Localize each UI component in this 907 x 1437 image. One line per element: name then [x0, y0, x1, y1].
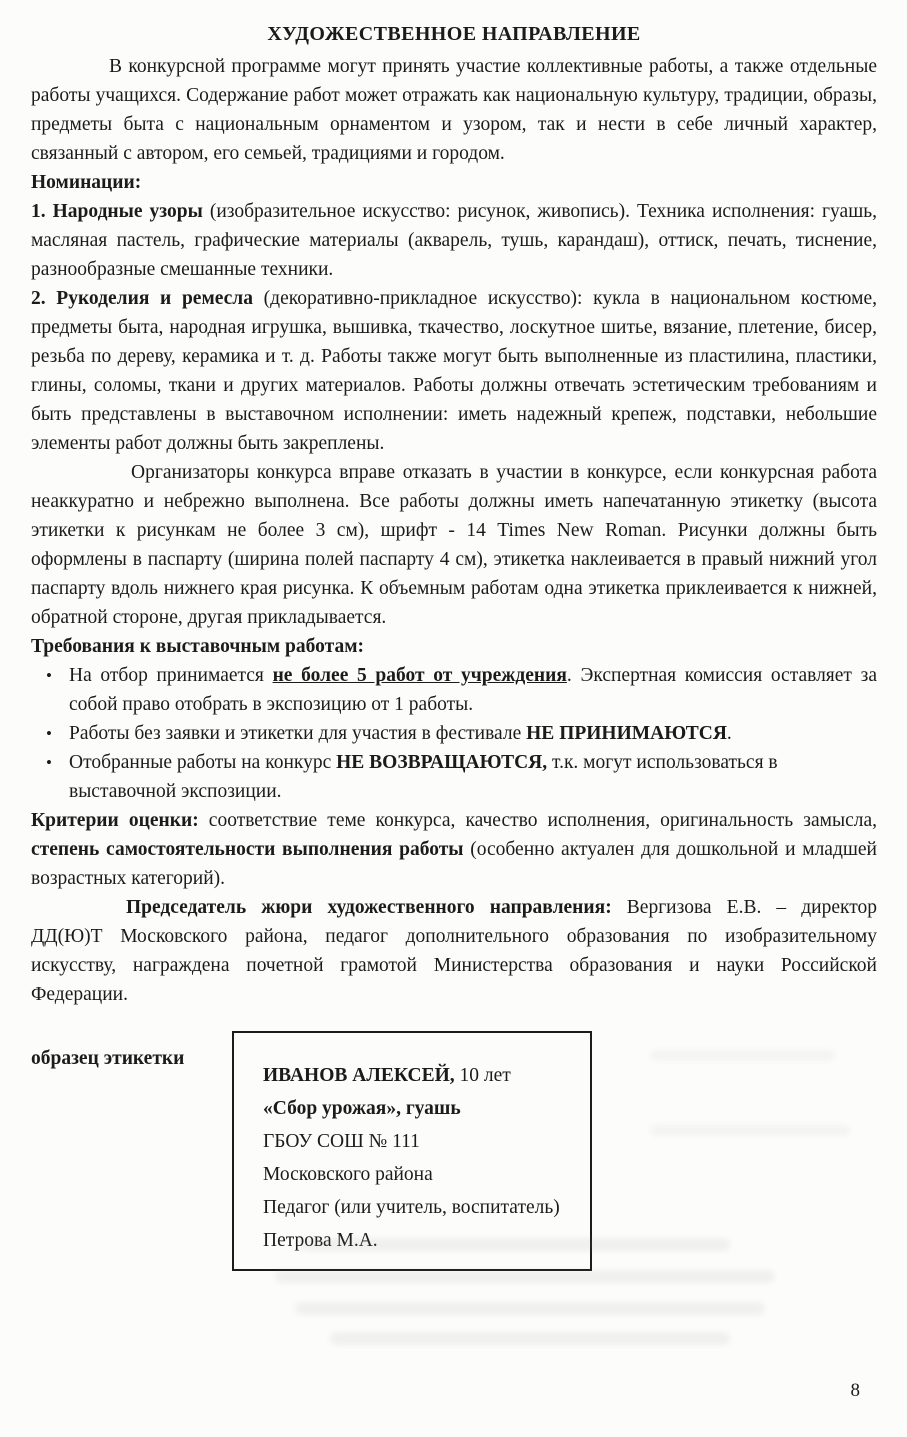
- bullet-1-post: . Экспертная комиссия оставляет за собой право отобрать в экспозицию от 1 работы.: [69, 665, 877, 715]
- requirement-bullet-3: [31, 748, 877, 806]
- nominations-heading: Номинации:: [31, 172, 142, 193]
- intro-paragraph: В конкурсной программе могут принять участие коллективные работы, а также отдельные работы учащихся. Содержание работ может отражать как национальную культуру, традиции, образы, предметы быта с национальным орнаментом и узором, так и нести в себе личный характер, связанный с автором, его семьей, традициями и городом.: [31, 56, 877, 164]
- criteria-heading: Критерии оценки:: [31, 810, 199, 831]
- requirements-heading: Требования к выставочным работам:: [31, 636, 364, 657]
- label-line-teacher-name: Петрова М.А.: [263, 1230, 378, 1251]
- criteria-text-2: (особенно актуален для дошкольной и младшей возрастных категорий).: [31, 839, 877, 889]
- bullet-1-pre: На отбор принимается: [69, 665, 273, 686]
- organizers-paragraph: Организаторы конкурса вправе отказать в участии в конкурсе, если конкурсная работа неаккуратно и небрежно выполнена. Все работы должны иметь напечатанную этикетку (высота этикетки к рисункам не более 3 см), шрифт - 14 Times New Roman. Рисунки должны быть оформлены в паспарту (ширина полей паспарту 4 см), этикетка наклеивается в правый нижний угол паспарту вдоль нижнего края рисунка. К объемным работам одна этикетка приклеивается к нижней, обратной стороне, другая прикладывается.: [31, 462, 877, 628]
- nomination-2-text: (декоративно-прикладное искусство): кукла в национальном костюме, предметы быта, народная игрушка, вышивка, ткачество, лоскутное шитье, вязание, плетение, бисер, резьба по дереву, керамика и т. д. Работы также могут быть выполненные из пластилина, пластики, глины, соломы, ткани и других материалов. Работы должны отвечать эстетическим требованиям и быть представлены в выставочном исполнении: иметь надежный крепеж, подставки, небольшие элементы работ должны быть закреплены.: [31, 288, 877, 454]
- bullet-1-emphasis: не более 5 работ от учреждения: [272, 665, 567, 686]
- requirement-bullet-2: [31, 719, 877, 748]
- bullet-icon: •: [46, 666, 52, 685]
- requirement-bullet-3-text: [69, 748, 877, 806]
- criteria-emphasis: степень самостоятельности выполнения работы: [31, 839, 464, 860]
- bullet-2-post: .: [726, 723, 732, 744]
- scan-bleed-artifact: [330, 1332, 730, 1345]
- page-title: ХУДОЖЕСТВЕННОЕ НАПРАВЛЕНИЕ: [267, 23, 641, 45]
- label-name-age: 10 лет: [454, 1065, 511, 1086]
- label-caption: образец этикетки: [31, 1048, 185, 1069]
- criteria-text-1: соответствие теме конкурса, качество исполнения, оригинальность замысла,: [198, 810, 877, 831]
- nomination-2-paragraph: [31, 284, 877, 458]
- requirement-bullet-2-text: [69, 719, 877, 748]
- label-sample-section: [31, 1031, 877, 1271]
- label-line-school: ГБОУ СОШ № 111: [263, 1131, 420, 1152]
- requirement-bullet-1: [31, 661, 877, 719]
- label-sample-box: [232, 1031, 592, 1271]
- scan-bleed-artifact: [295, 1302, 765, 1315]
- nomination-1-text: (изобразительное искусство: рисунок, живопись). Техника исполнения: гуашь, масляная пастель, графические материалы (акварель, тушь, карандаш), оттиск, печать, тиснение, разнообразные смешанные техники.: [31, 201, 877, 280]
- bullet-2-emphasis: НЕ ПРИНИМАЮТСЯ: [526, 723, 727, 744]
- label-line-teacher-role: Педагог (или учитель, воспитатель): [263, 1197, 560, 1218]
- requirement-bullet-1-text: [69, 661, 877, 719]
- chair-paragraph: [31, 893, 877, 1009]
- scan-bleed-artifact: [275, 1270, 775, 1283]
- criteria-paragraph: [31, 806, 877, 893]
- chair-text: Вергизова Е.В. – директор ДД(Ю)Т Московского района, педагог дополнительного образования по изобразительному искусству, награждена почетной грамотой Министерства образования и науки Российской Федерации.: [31, 897, 877, 1005]
- bullet-3-pre: Отобранные работы на конкурс: [69, 752, 337, 773]
- bullet-icon: •: [46, 724, 52, 743]
- nomination-1-paragraph: [31, 197, 877, 284]
- label-line-name: [263, 1059, 580, 1092]
- bullet-3-post: т.к. могут использоваться в выставочной экспозиции.: [69, 752, 778, 802]
- bullet-2-pre: Работы без заявки и этикетки для участия в фестивале: [69, 723, 527, 744]
- nomination-1-title: 1. Народные узоры: [31, 201, 203, 222]
- nomination-2-title: 2. Рукоделия и ремесла: [31, 288, 253, 309]
- bullet-icon: •: [46, 753, 52, 772]
- label-line-district: Московского района: [263, 1164, 433, 1185]
- chair-heading: Председатель жюри художественного направления:: [126, 897, 612, 918]
- label-name-bold: ИВАНОВ АЛЕКСЕЙ,: [263, 1065, 455, 1086]
- label-line-worktitle: «Сбор урожая», гуашь: [263, 1098, 461, 1119]
- bullet-3-emphasis: НЕ ВОЗВРАЩАЮТСЯ,: [336, 752, 548, 773]
- page-number: 8: [850, 1380, 860, 1401]
